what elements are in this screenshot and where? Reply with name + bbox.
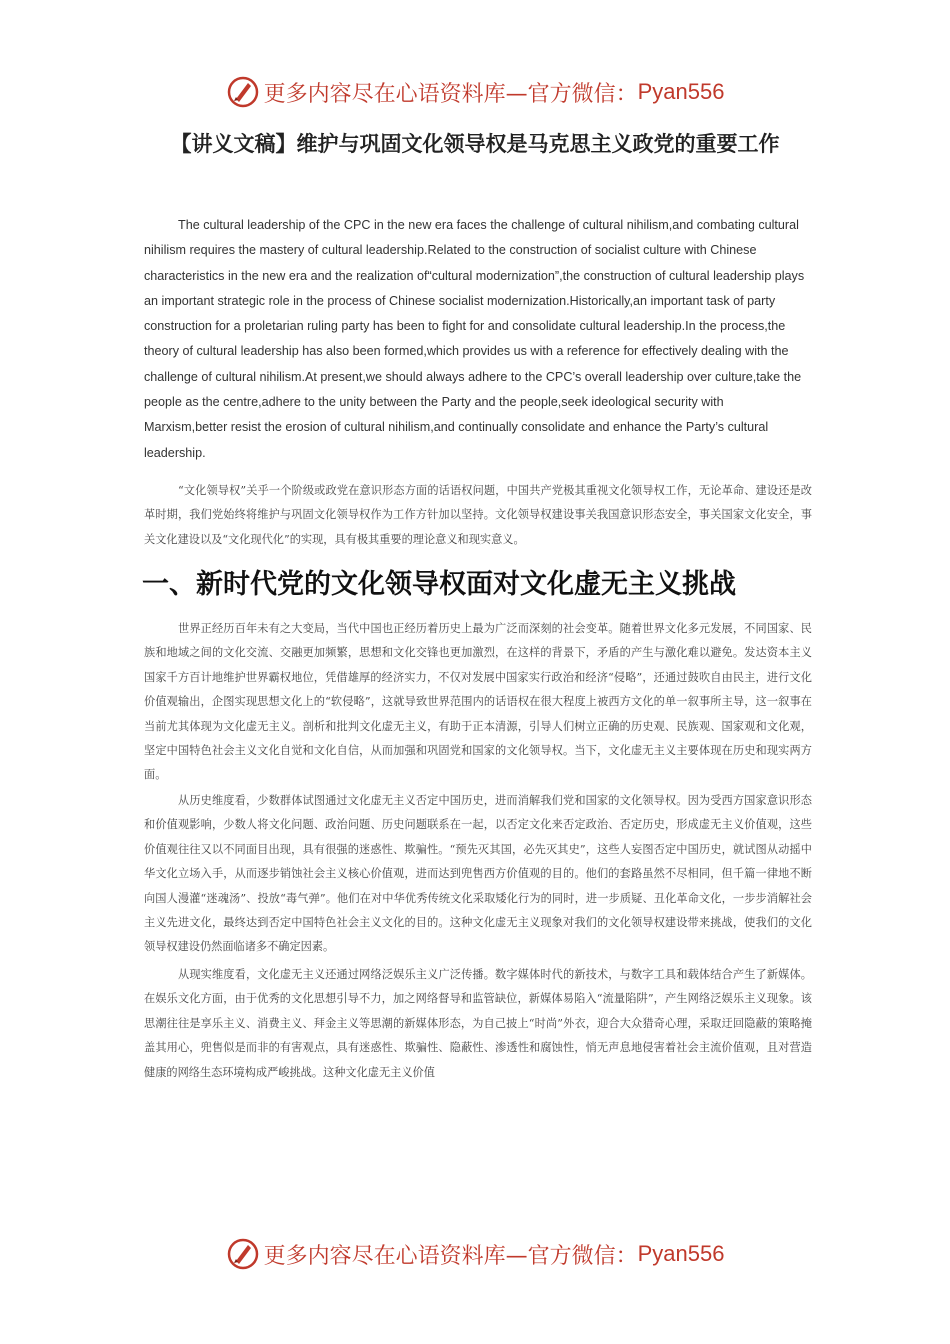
body-paragraph: 从历史维度看，少数群体试图通过文化虚无主义否定中国历史，进而消解我们党和国家的文化领导权。因为受西方国家意识形态和价值观影响，少数人将文化问题、政治问题、历史问题联系在一起，以否定文化来否定政治、否定历史，形成虚无主义价值观，这些价值观往往又以不同面目出现，具有很强的迷惑性、欺骗性。“预先灭其国，必先灭其史”，这些人妄图否定中国历史，就试图从动摇中华文化立场入手，从而逐步销蚀社会主义核心价值观，进而达到兜售西方价值观的目的。他们的套路虽然不尽相同，但千篇一律地不断向国人漫灌“迷魂汤”、投放“毒气弹”。他们在对中华优秀传统文化采取矮化行为的同时，进一步质疑、丑化革命文化，一步步消解社会主义先进文化，最终达到否定中国特色社会主义文化的目的。这种文化虚无主义现象对我们的文化领导权建设带来挑战，使我们的文化领导权建设仍然面临诸多不确定因素。: [144, 794, 812, 954]
body-paragraph: 世界正经历百年未有之大变局，当代中国也正经历着历史上最为广泛而深刻的社会变革。随着世界文化多元发展，不同国家、民族和地域之间的文化交流、交融更加频繁，思想和文化交锋也更加激烈，在这样的背景下，矛盾的产生与激化难以避免。发达资本主义国家千方百计地维护世界霸权地位，凭借雄厚的经济实力，不仅对发展中国家实行政治和经济“侵略”，还通过鼓吹自由民主，进行文化价值观输出，企图实现思想文化上的“软侵略”，这就导致世界范围内的话语权在很大程度上被西方文化的单一叙事所主导，这一叙事在当前尤其体现为文化虚无主义。剖析和批判文化虚无主义，有助于正本清源，引导人们树立正确的历史观、民族观、国家观和文化观，坚定中国特色社会主义文化自觉和文化自信，从而加强和巩固党和国家的文化领导权。当下，文化虚无主义主要体现在历史和现实两方面。: [144, 622, 812, 782]
intro-paragraph: “文化领导权”关乎一个阶级或政党在意识形态方面的话语权问题，中国共产党极其重视文化领导权工作，无论革命、建设还是改革时期，我们党始终将维护与巩固文化领导权作为工作方针加以坚持。文化领导权建设事关我国意识形态安全，事关国家文化安全，事关文化建设以及“文化现代化”的实现，具有极其重要的理论意义和现实意义。: [144, 484, 812, 546]
wechat-id: Pyan556: [637, 1241, 725, 1266]
body-paragraph: 从现实维度看，文化虚无主义还通过网络泛娱乐主义广泛传播。数字媒体时代的新技术，与数字工具和载体结合产生了新媒体。在娱乐文化方面，由于优秀的文化思想引导不力，加之网络督导和监管缺位，新媒体易陷入“流量陷阱”，产生网络泛娱乐主义现象。该思潮往往是享乐主义、消费主义、拜金主义等思潮的新媒体形态，为自己披上“时尚”外衣，迎合大众猎奇心理，采取迂回隐蔽的策略掩盖其用心，兜售似是而非的有害观点，具有迷惑性、欺骗性、隐蔽性、渗透性和腐蚀性，悄无声息地侵害着社会主流价值观，且对营造健康的网络生态环境构成严峻挑战。这种文化虚无主义价值: [144, 968, 812, 1079]
pen-logo-icon: [226, 1237, 260, 1271]
banner-text: 更多内容尽在心语资料库—官方微信：: [263, 81, 638, 107]
section-heading: 一、新时代党的文化领导权面对文化虚无主义挑战: [142, 569, 736, 600]
wechat-id: Pyan556: [637, 79, 725, 104]
footer-banner: [0, 1236, 950, 1272]
pen-logo-icon: [226, 75, 260, 109]
abstract-paragraph: The cultural leadership of the CPC in the new era faces the challenge of cultural nihilism,and combating cultural nihilism requires the mastery of cultural leadership.Related to the construction of socialist culture with Chinese characteristics in the new era and the realization of“cultural modernization”,the construction of cultural leadership plays an important strategic role in the process of Chinese socialist modernization.Historically,an important task of party construction for a proletarian ruling party has been to fight for and consolidate cultural leadership.In the process,the theory of cultural leadership has also been formed,which provides us with a reference for effectively dealing with the challenge of cultural nihilism.At present,we should always adhere to the CPC’s overall leadership over culture,take the people as the centre,adhere to the unity between the Party and the people,seek ideological security with Marxism,better resist the erosion of cultural nihilism,and continually consolidate and enhance the Party’s cultural leadership.: [144, 218, 805, 460]
header-banner: [0, 74, 950, 110]
document-title: 【讲义文稿】维护与巩固文化领导权是马克思主义政党的重要工作: [170, 132, 780, 156]
banner-text: 更多内容尽在心语资料库—官方微信：: [263, 1243, 638, 1269]
